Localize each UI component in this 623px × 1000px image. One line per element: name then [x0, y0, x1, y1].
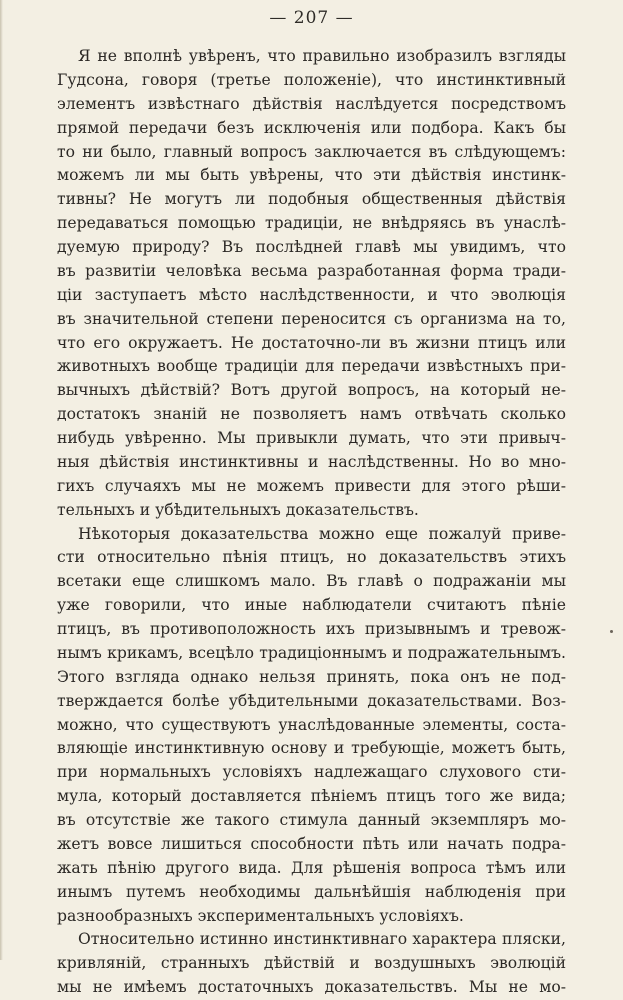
- text-line: вляющіе инстинктивную основу и требующіе, можетъ быть,: [57, 739, 566, 758]
- text-line: мула, который доставляется пѣніемъ птицъ того же вида;: [57, 787, 566, 806]
- margin-speck: [610, 630, 613, 633]
- text-line: Относительно истинно инстинктивнаго характера пляски,: [78, 930, 566, 949]
- text-line: что его окружаетъ. Не достаточно-ли въ жизни птицъ или: [57, 333, 566, 352]
- text-line: можно, что существуютъ унаслѣдованные элементы, соста-: [57, 715, 566, 734]
- text-line: достатокъ знаній не позволяетъ намъ отвѣчать сколько: [57, 405, 566, 424]
- text-line: животныхъ вообще традиціи для передачи извѣстныхъ при-: [57, 357, 566, 376]
- text-line: уже говорили, что иные наблюдатели считаютъ пѣніе: [57, 596, 566, 615]
- text-line: въ развитіи человѣка весьма разработанная форма тради-: [57, 261, 566, 280]
- text-line: тверждается болѣе убѣдительными доказательствами. Воз-: [57, 691, 566, 710]
- text-line: нымъ крикамъ, всецѣло традиціоннымъ и подражательнымъ.: [57, 643, 566, 662]
- text-line: при нормальныхъ условіяхъ надлежащаго слухового сти-: [57, 763, 566, 782]
- text-line: мы не имѣемъ достаточныхъ доказательствъ. Мы не мо-: [57, 978, 566, 997]
- text-line: дуемую природу? Въ послѣдней главѣ мы увидимъ, что: [57, 238, 566, 256]
- text-line: прямой передачи безъ исключенія или подбора. Какъ бы: [57, 118, 566, 137]
- text-line: въ значительной степени переносится съ организма на то,: [57, 309, 566, 328]
- paragraph-3: [57, 928, 566, 1000]
- text-line: передаваться помощью традиціи, не внѣдряясь въ унаслѣ-: [57, 214, 566, 233]
- text-line: кривляній, странныхъ дѣйствій и воздушныхъ эволюцій: [57, 954, 566, 973]
- text-line: сти относительно пѣнія птицъ, но доказательствъ этихъ: [57, 548, 566, 567]
- text-line: всетаки еще слишкомъ мало. Въ главѣ о подражаніи мы: [57, 572, 566, 591]
- text-line: элементъ извѣстнаго дѣйствія наслѣдуется посредствомъ: [57, 94, 566, 113]
- text-line: ціи заступаетъ мѣсто наслѣдственности, и что эволюція: [57, 285, 566, 304]
- page-edge: [0, 0, 3, 960]
- text-line: вычныхъ дѣйствій? Вотъ другой вопросъ, на который не-: [57, 381, 566, 400]
- text-line: Нѣкоторыя доказательства можно еще пожалуй приве-: [78, 524, 566, 543]
- paragraph-2: [57, 523, 566, 929]
- text-line: Я не вполнѣ увѣренъ, что правильно изобразилъ взгляды: [78, 47, 566, 65]
- paragraph-1: [57, 45, 566, 523]
- text-line: въ отсутствіе же такого стимула данный экземпляръ мо-: [57, 811, 566, 829]
- text-body: [57, 45, 566, 1000]
- text-line: нибудь увѣренно. Мы привыкли думать, что эти привыч-: [57, 429, 566, 447]
- text-line: Гудсона, говоря (третье положеніе), что инстинктивный: [57, 70, 566, 89]
- text-line: птицъ, въ противоположность ихъ призывнымъ и тревож-: [57, 620, 566, 638]
- text-line: гихъ случаяхъ мы не можемъ привести для этого рѣши-: [57, 476, 566, 495]
- text-line: тивны? Не могутъ ли подобныя общественныя дѣйствія: [57, 190, 566, 209]
- text-line: жать пѣнію другого вида. Для рѣшенія вопроса тѣмъ или: [57, 858, 566, 877]
- text-line: Этого взгляда однако нельзя принять, пока онъ не под-: [57, 667, 566, 686]
- text-line: разнообразныхъ экспериментальныхъ условіяхъ.: [57, 906, 464, 925]
- text-line: можемъ ли мы быть увѣрены, что эти дѣйствія инстинк-: [57, 166, 566, 185]
- text-line: тельныхъ и убѣдительныхъ доказательствъ.: [57, 500, 419, 519]
- text-line: то ни было, главный вопросъ заключается въ слѣдующемъ:: [57, 142, 566, 161]
- page-number: — 207 —: [269, 8, 354, 28]
- text-line: жетъ вовсе лишиться способности пѣть или начать подра-: [57, 834, 566, 853]
- text-line: инымъ путемъ необходимы дальнѣйшія наблюденія при: [57, 882, 566, 901]
- text-line: ныя дѣйствія инстинктивны и наслѣдственны. Но во мно-: [57, 452, 566, 471]
